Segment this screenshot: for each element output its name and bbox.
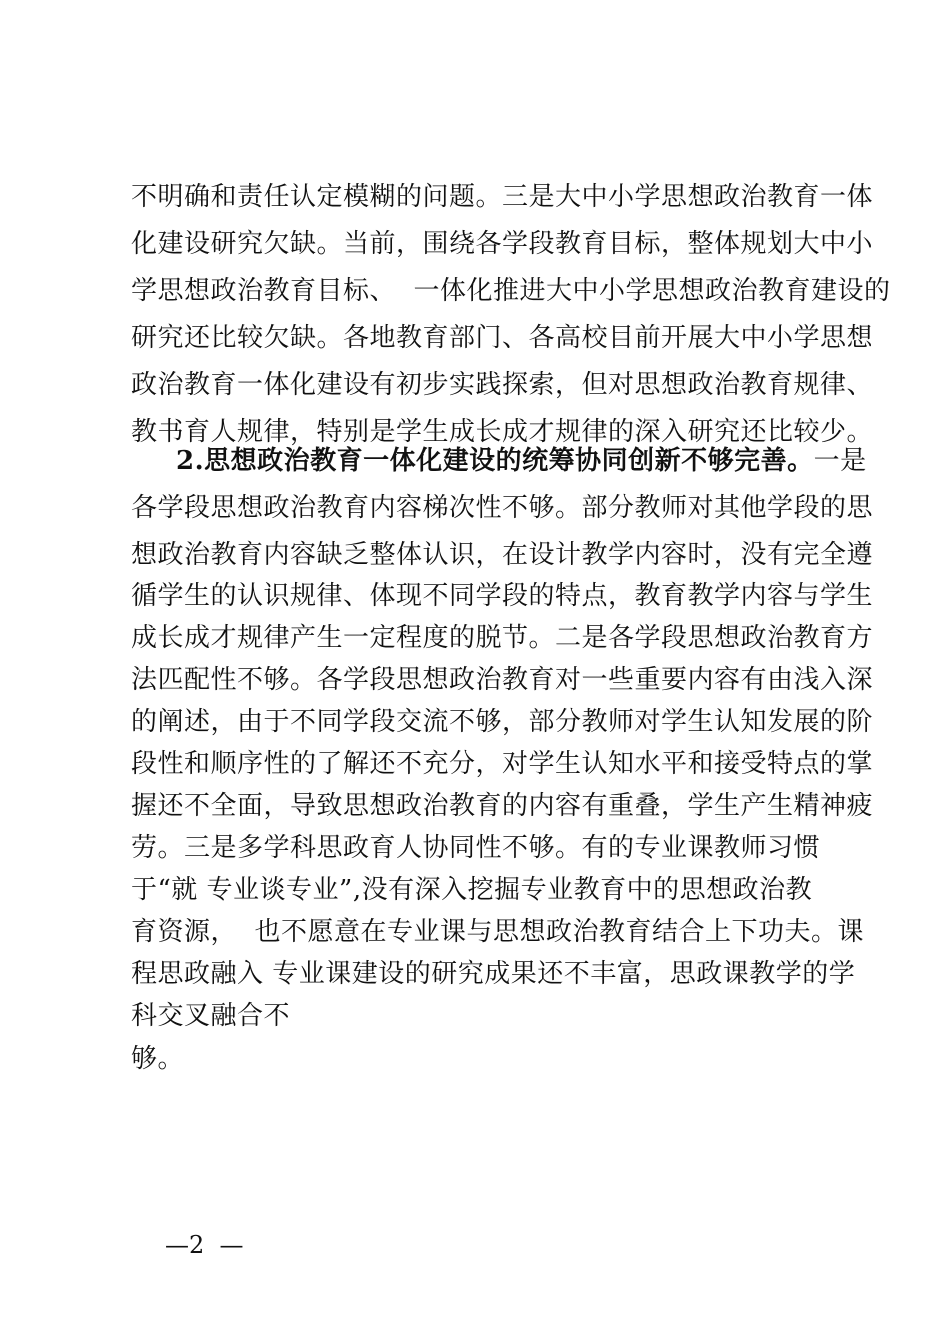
body-text-line: 想政治教育内容缺乏整体认识，在设计教学内容时，没有完全遵 (131, 540, 874, 570)
body-text-line: 循学生的认识规律、体现不同学段的特点，教育教学内容与学生 (131, 581, 874, 611)
body-text-line: 够。 (131, 1044, 185, 1074)
body-text-line: 程思政融入 专业课建设的研究成果还不丰富，思政课教学的学 (131, 959, 856, 989)
page-number: —2 — (165, 1231, 244, 1259)
body-text-line: 成长成才规律产生一定程度的脱节。二是各学段思想政治教育方 (131, 623, 874, 653)
body-text-line: 段性和顺序性的了解还不充分，对学生认知水平和接受特点的掌 (131, 749, 874, 779)
body-text-line: 劳。三是多学科思政育人协同性不够。有的专业课教师习惯 (131, 833, 821, 863)
body-text-line: 教书育人规律，特别是学生成长成才规律的深入研究还比较少。 (131, 417, 874, 447)
body-text-line: 育资源， 也不愿意在专业课与思想政治教育结合上下功夫。课 (131, 917, 865, 947)
body-text-inline: 一是 (813, 446, 867, 476)
body-text-line: 法匹配性不够。各学段思想政治教育对一些重要内容有由浅入深 (131, 665, 874, 695)
section-heading: 2.思想政治教育一体化建设的统筹协同创新不够完善。 (176, 446, 814, 476)
body-text-line: 各学段思想政治教育内容梯次性不够。部分教师对其他学段的思 (131, 493, 874, 523)
body-text-line: 政治教育一体化建设有初步实践探索，但对思想政治教育规律、 (131, 370, 874, 400)
body-text-line: 的阐述，由于不同学段交流不够，部分教师对学生认知发展的阶 (131, 707, 874, 737)
body-text-line: 不明确和责任认定模糊的问题。三是大中小学思想政治教育一体 (131, 182, 874, 212)
body-text-line: 握还不全面，导致思想政治教育的内容有重叠，学生产生精神疲 (131, 791, 874, 821)
body-text-line: 学思想政治教育目标、 一体化推进大中小学思想政治教育建设的 (131, 276, 891, 306)
body-text-line: 化建设研究欠缺。当前，围绕各学段教育目标，整体规划大中小 (131, 229, 874, 259)
body-text-line: 研究还比较欠缺。各地教育部门、各高校目前开展大中小学思想 (131, 323, 874, 353)
body-text-line: 科交叉融合不 (131, 1001, 291, 1031)
paragraph-first-line (176, 444, 867, 478)
body-text-line: 于“就 专业谈专业”,没有深入挖掘专业教育中的思想政治教 (131, 875, 813, 905)
